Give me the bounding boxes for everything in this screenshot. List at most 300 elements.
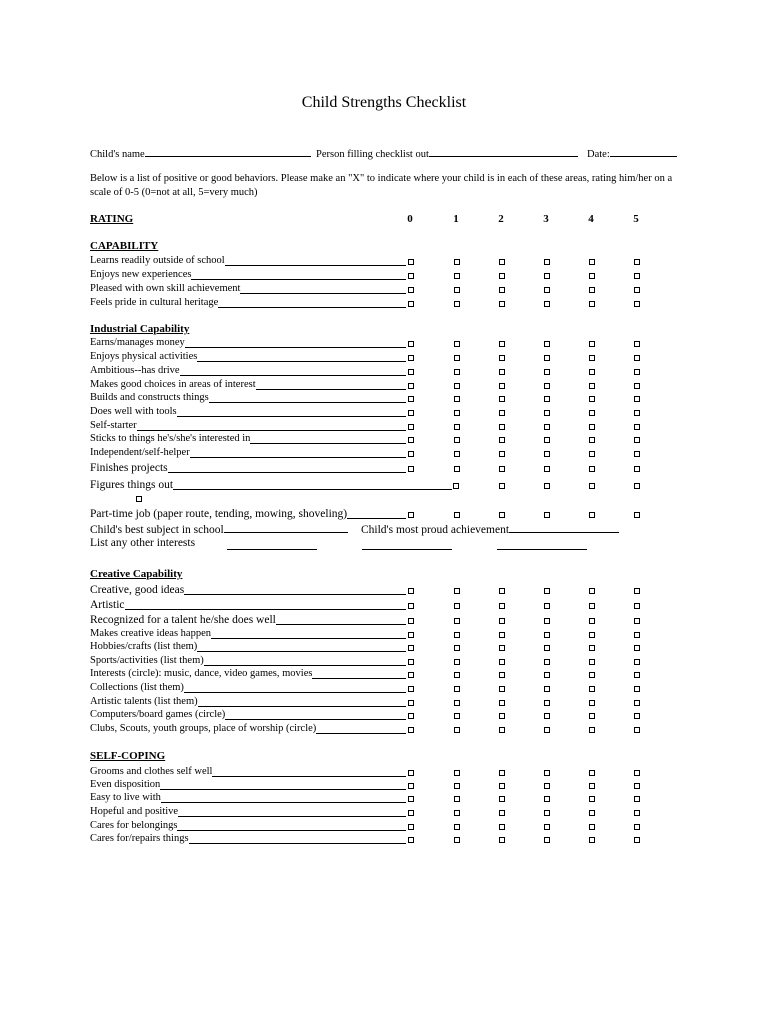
date-blank[interactable]: [610, 146, 677, 157]
rating-checkbox-4[interactable]: [589, 259, 595, 265]
rating-checkbox-5[interactable]: [634, 603, 640, 609]
answer-line: [225, 719, 406, 720]
rating-checkbox-3[interactable]: [544, 466, 550, 472]
rating-checkbox-1[interactable]: [454, 645, 460, 651]
answer-line: [276, 624, 406, 625]
rating-checkbox-2[interactable]: [499, 837, 505, 843]
rating-checkbox-5[interactable]: [634, 796, 640, 802]
rating-checkbox-3[interactable]: [544, 727, 550, 733]
rating-checkbox-4[interactable]: [589, 588, 595, 594]
rating-checkbox-2[interactable]: [499, 686, 505, 692]
rating-scale-3: 3: [543, 213, 549, 225]
rating-checkbox-3[interactable]: [544, 810, 550, 816]
rating-checkbox-4[interactable]: [589, 672, 595, 678]
rating-checkbox-3[interactable]: [544, 301, 550, 307]
rating-checkbox-5[interactable]: [634, 424, 640, 430]
rating-checkbox-0[interactable]: [408, 713, 414, 719]
checklist-item-label: Clubs, Scouts, youth groups, place of worship (circle): [90, 723, 317, 734]
rating-checkbox-4[interactable]: [589, 424, 595, 430]
proud-achievement-blank[interactable]: [509, 522, 619, 533]
checklist-row-industrial-7: [90, 433, 250, 447]
rating-checkbox-5[interactable]: [634, 810, 640, 816]
rating-checkbox-1[interactable]: [454, 424, 460, 430]
rating-checkbox-2[interactable]: [499, 287, 505, 293]
answer-line: [191, 279, 406, 280]
rating-checkbox-1[interactable]: [454, 273, 460, 279]
rating-checkbox-3[interactable]: [544, 783, 550, 789]
checklist-row-creative-4: [90, 641, 197, 655]
checklist-item-label: Builds and constructs things: [90, 392, 209, 403]
rating-checkbox-3[interactable]: [544, 259, 550, 265]
rating-checkbox-5[interactable]: [634, 618, 640, 624]
rating-checkbox-1[interactable]: [454, 341, 460, 347]
checklist-item-label: Part-time job (paper route, tending, mowing, shoveling): [90, 508, 348, 520]
checklist-item-label: Computers/board games (circle): [90, 709, 226, 720]
rating-checkbox-4[interactable]: [589, 824, 595, 830]
answer-line: [197, 651, 406, 652]
rating-checkbox-3[interactable]: [544, 603, 550, 609]
answer-line: [347, 518, 406, 519]
other-interests-label: List any other interests: [90, 537, 196, 549]
rating-checkbox-2[interactable]: [499, 713, 505, 719]
section-title-industrial: Industrial Capability: [90, 323, 190, 335]
rating-checkbox-2[interactable]: [499, 796, 505, 802]
answer-line: [177, 830, 406, 831]
rating-checkbox-5[interactable]: [634, 301, 640, 307]
rating-checkbox-4[interactable]: [589, 301, 595, 307]
rating-checkbox-4[interactable]: [589, 770, 595, 776]
rating-checkbox-4[interactable]: [589, 466, 595, 472]
rating-checkbox-3[interactable]: [544, 287, 550, 293]
rating-checkbox-3[interactable]: [589, 483, 595, 489]
rating-checkbox-1[interactable]: [454, 837, 460, 843]
answer-line: [212, 776, 406, 777]
rating-checkbox-1[interactable]: [454, 632, 460, 638]
rating-checkbox-1[interactable]: [454, 672, 460, 678]
rating-checkbox-4[interactable]: [589, 383, 595, 389]
rating-checkbox-0[interactable]: [408, 451, 414, 457]
rating-checkbox-0[interactable]: [408, 424, 414, 430]
rating-checkbox-5[interactable]: [634, 672, 640, 678]
rating-checkbox-0[interactable]: [408, 783, 414, 789]
rating-checkbox-4[interactable]: [589, 659, 595, 665]
checklist-item-label: Pleased with own skill achievement: [90, 283, 241, 294]
rating-checkbox-0[interactable]: [408, 824, 414, 830]
rating-checkbox-2[interactable]: [499, 259, 505, 265]
section-title-creative: Creative Capability: [90, 568, 183, 580]
checklist-item-label: Self-starter: [90, 420, 137, 431]
rating-checkbox-5[interactable]: [634, 783, 640, 789]
rating-checkbox-5[interactable]: [634, 727, 640, 733]
answer-line: [168, 472, 406, 473]
rating-checkbox-0[interactable]: [408, 437, 414, 443]
rating-checkbox-4[interactable]: [589, 451, 595, 457]
rating-checkbox-3[interactable]: [544, 824, 550, 830]
rating-checkbox-3[interactable]: [544, 512, 550, 518]
rating-checkbox-1[interactable]: [454, 512, 460, 518]
rating-scale-1: 1: [453, 213, 459, 225]
rating-checkbox-4[interactable]: [589, 632, 595, 638]
checklist-row-creative-9: [90, 709, 225, 723]
checklist-row-self_coping-3: [90, 806, 178, 820]
answer-line: [173, 489, 452, 490]
rating-checkbox-5[interactable]: [634, 632, 640, 638]
rating-checkbox-5[interactable]: [634, 355, 640, 361]
rating-checkbox-4[interactable]: [589, 410, 595, 416]
rating-checkbox-2[interactable]: [499, 424, 505, 430]
answer-line: [160, 789, 406, 790]
rating-scale-2: 2: [498, 213, 504, 225]
checklist-item-label: Interests (circle): music, dance, video games, movies: [90, 668, 313, 679]
checklist-item-label: Cares for belongings: [90, 820, 178, 831]
rating-checkbox-5[interactable]: [634, 512, 640, 518]
rating-checkbox-5[interactable]: [634, 437, 640, 443]
rating-checkbox-1[interactable]: [499, 483, 505, 489]
rating-checkbox-5[interactable]: [634, 451, 640, 457]
rating-checkbox-2[interactable]: [499, 783, 505, 789]
rating-checkbox-2[interactable]: [499, 437, 505, 443]
rating-checkbox-0[interactable]: [408, 727, 414, 733]
rating-checkbox-1[interactable]: [454, 396, 460, 402]
rating-checkbox-4[interactable]: [589, 287, 595, 293]
rating-checkbox-4[interactable]: [589, 341, 595, 347]
rating-checkbox-2[interactable]: [499, 603, 505, 609]
checklist-item-label: Ambitious--has drive: [90, 365, 180, 376]
rating-checkbox-5[interactable]: [634, 770, 640, 776]
rating-checkbox-0[interactable]: [408, 259, 414, 265]
rating-checkbox-5[interactable]: [634, 645, 640, 651]
checklist-item-label: Does well with tools: [90, 406, 177, 417]
rating-checkbox-3[interactable]: [544, 770, 550, 776]
rating-checkbox-2[interactable]: [499, 301, 505, 307]
rating-checkbox-0[interactable]: [408, 383, 414, 389]
rating-checkbox-1[interactable]: [454, 383, 460, 389]
answer-line: [198, 706, 406, 707]
rating-checkbox-2[interactable]: [499, 273, 505, 279]
rating-checkbox-5[interactable]: [634, 824, 640, 830]
rating-scale-4: 4: [588, 213, 594, 225]
answer-line: [225, 265, 406, 266]
rating-checkbox-3[interactable]: [544, 451, 550, 457]
rating-checkbox-0[interactable]: [408, 659, 414, 665]
checklist-item-label: Cares for/repairs things: [90, 833, 189, 844]
rating-checkbox-0[interactable]: [408, 287, 414, 293]
rating-checkbox-3[interactable]: [544, 672, 550, 678]
rating-checkbox-5[interactable]: [634, 686, 640, 692]
rating-checkbox-4[interactable]: [589, 645, 595, 651]
rating-checkbox-0[interactable]: [408, 355, 414, 361]
rating-checkbox-4[interactable]: [589, 837, 595, 843]
rating-scale-0: 0: [407, 213, 413, 225]
checklist-row-creative-5: [90, 655, 204, 669]
rating-checkbox-3[interactable]: [544, 437, 550, 443]
rating-checkbox-0[interactable]: [408, 273, 414, 279]
rating-checkbox-0[interactable]: [408, 686, 414, 692]
proud-achievement-field[interactable]: [361, 522, 619, 536]
other-interests-blank-3[interactable]: [497, 539, 587, 550]
answer-line: [316, 733, 406, 734]
checklist-item-label: Recognized for a talent he/she does well: [90, 614, 276, 626]
checklist-row-capability-0: [90, 255, 225, 269]
checklist-item-label: Enjoys physical activities: [90, 351, 198, 362]
checklist-item-label: Enjoys new experiences: [90, 269, 192, 280]
rating-checkbox-4[interactable]: [589, 686, 595, 692]
rating-checkbox-2[interactable]: [499, 770, 505, 776]
rating-checkbox-1[interactable]: [454, 369, 460, 375]
checklist-row-industrial-0: [90, 337, 185, 351]
checklist-item-label: Earns/manages money: [90, 337, 185, 348]
section-title-capability: CAPABILITY: [90, 240, 159, 252]
checklist-row-industrial-8: [90, 447, 190, 461]
rating-checkbox-3[interactable]: [544, 659, 550, 665]
rating-checkbox-2[interactable]: [499, 824, 505, 830]
checklist-item-label: Artistic talents (list them): [90, 696, 198, 707]
rating-checkbox-2[interactable]: [499, 645, 505, 651]
checklist-item-label: Finishes projects: [90, 462, 168, 474]
rating-checkbox-2[interactable]: [499, 810, 505, 816]
rating-checkbox-2[interactable]: [499, 512, 505, 518]
rating-checkbox-4[interactable]: [589, 512, 595, 518]
rating-checkbox-1[interactable]: [454, 686, 460, 692]
answer-line: [197, 361, 406, 362]
rating-checkbox-4[interactable]: [589, 437, 595, 443]
rating-checkbox-3[interactable]: [544, 713, 550, 719]
rating-checkbox-1[interactable]: [454, 824, 460, 830]
rating-checkbox-2[interactable]: [499, 672, 505, 678]
checklist-item-label: Sports/activities (list them): [90, 655, 204, 666]
answer-line: [256, 389, 406, 390]
checklist-item-label: Artistic: [90, 599, 125, 611]
checklist-row-creative-3: [90, 628, 211, 642]
rating-checkbox-2[interactable]: [499, 341, 505, 347]
rating-checkbox-4[interactable]: [589, 369, 595, 375]
checklist-item-label: Grooms and clothes self well: [90, 766, 213, 777]
rating-checkbox-4[interactable]: [634, 483, 640, 489]
rating-checkbox-3[interactable]: [544, 618, 550, 624]
rating-checkbox-0[interactable]: [408, 341, 414, 347]
child-name-label: Child's name: [90, 149, 145, 160]
rating-checkbox-3[interactable]: [544, 369, 550, 375]
rating-checkbox-0[interactable]: [408, 645, 414, 651]
rating-checkbox-0[interactable]: [408, 301, 414, 307]
rating-checkbox-0[interactable]: [408, 603, 414, 609]
rating-checkbox-4[interactable]: [589, 796, 595, 802]
rating-checkbox-3[interactable]: [544, 796, 550, 802]
rating-checkbox-0[interactable]: [408, 369, 414, 375]
rating-checkbox-4[interactable]: [589, 810, 595, 816]
rating-checkbox-2[interactable]: [499, 410, 505, 416]
rating-checkbox-5[interactable]: [634, 659, 640, 665]
rating-checkbox-4[interactable]: [589, 713, 595, 719]
person-filling-blank[interactable]: [429, 146, 578, 157]
rating-checkbox-2[interactable]: [499, 355, 505, 361]
rating-checkbox-1[interactable]: [454, 783, 460, 789]
rating-checkbox-1[interactable]: [454, 770, 460, 776]
checklist-row-self_coping-4: [90, 820, 177, 834]
answer-line: [312, 678, 406, 679]
checklist-row-industrial-1: [90, 351, 197, 365]
rating-checkbox-1[interactable]: [454, 659, 460, 665]
rating-checkbox-1[interactable]: [454, 810, 460, 816]
rating-checkbox-3[interactable]: [544, 632, 550, 638]
rating-checkbox-0[interactable]: [408, 618, 414, 624]
rating-checkbox-4[interactable]: [589, 273, 595, 279]
person-filling-field[interactable]: [316, 146, 578, 160]
checklist-row-industrial-4: [90, 392, 209, 406]
best-subject-field[interactable]: [90, 522, 348, 536]
rating-checkbox-3[interactable]: [544, 341, 550, 347]
rating-checkbox-3[interactable]: [544, 410, 550, 416]
rating-checkbox-1[interactable]: [454, 451, 460, 457]
answer-line: [177, 416, 406, 417]
rating-checkbox-3[interactable]: [544, 686, 550, 692]
rating-checkbox-2[interactable]: [499, 659, 505, 665]
rating-checkbox-5[interactable]: [634, 713, 640, 719]
checklist-item-label: Hopeful and positive: [90, 806, 179, 817]
answer-line: [161, 802, 406, 803]
checklist-row-creative-1: [90, 599, 125, 613]
checklist-item-label: Learns readily outside of school: [90, 255, 225, 266]
rating-checkbox-1[interactable]: [454, 287, 460, 293]
checklist-row-capability-3: [90, 297, 218, 311]
rating-checkbox-1[interactable]: [454, 355, 460, 361]
rating-checkbox-4[interactable]: [589, 727, 595, 733]
rating-checkbox-0[interactable]: [408, 588, 414, 594]
rating-checkbox-3[interactable]: [544, 273, 550, 279]
rating-checkbox-3[interactable]: [544, 588, 550, 594]
rating-checkbox-0[interactable]: [408, 410, 414, 416]
person-filling-label: Person filling checklist out: [316, 149, 429, 160]
rating-checkbox-5[interactable]: [634, 369, 640, 375]
checklist-row-industrial-9: [90, 462, 168, 476]
rating-checkbox-1[interactable]: [454, 713, 460, 719]
rating-checkbox-2[interactable]: [499, 383, 505, 389]
answer-line: [204, 665, 406, 666]
checklist-row-industrial-2: [90, 365, 180, 379]
rating-checkbox-0[interactable]: [408, 512, 414, 518]
checklist-row-creative-7: [90, 682, 184, 696]
rating-checkbox-0[interactable]: [408, 796, 414, 802]
answer-line: [240, 293, 406, 294]
best-subject-blank[interactable]: [224, 522, 348, 533]
checklist-row-creative-10: [90, 723, 316, 737]
rating-checkbox-3[interactable]: [544, 355, 550, 361]
rating-checkbox-5[interactable]: [634, 588, 640, 594]
rating-checkbox-1[interactable]: [454, 796, 460, 802]
checklist-row-industrial-11: [90, 508, 347, 522]
rating-checkbox-3[interactable]: [544, 700, 550, 706]
rating-checkbox-0[interactable]: [408, 466, 414, 472]
answer-line: [184, 594, 406, 595]
rating-checkbox-2[interactable]: [499, 369, 505, 375]
rating-checkbox-2[interactable]: [544, 483, 550, 489]
rating-checkbox-5[interactable]: [634, 259, 640, 265]
stray-checkbox[interactable]: [136, 496, 142, 502]
rating-checkbox-3[interactable]: [544, 645, 550, 651]
rating-checkbox-1[interactable]: [454, 301, 460, 307]
rating-checkbox-2[interactable]: [499, 700, 505, 706]
answer-line: [250, 443, 406, 444]
rating-checkbox-2[interactable]: [499, 466, 505, 472]
checklist-row-industrial-6: [90, 420, 137, 434]
rating-checkbox-4[interactable]: [589, 603, 595, 609]
answer-line: [178, 816, 406, 817]
rating-checkbox-0[interactable]: [408, 770, 414, 776]
rating-checkbox-5[interactable]: [634, 341, 640, 347]
answer-line: [218, 307, 406, 308]
rating-checkbox-0[interactable]: [408, 810, 414, 816]
checklist-item-label: Sticks to things he's/she's interested in: [90, 433, 251, 444]
rating-checkbox-2[interactable]: [499, 618, 505, 624]
child-name-blank[interactable]: [145, 146, 311, 157]
rating-checkbox-1[interactable]: [454, 618, 460, 624]
rating-checkbox-1[interactable]: [454, 727, 460, 733]
checklist-row-self_coping-1: [90, 779, 160, 793]
rating-checkbox-0[interactable]: [408, 632, 414, 638]
rating-checkbox-5[interactable]: [634, 410, 640, 416]
rating-checkbox-5[interactable]: [634, 396, 640, 402]
rating-checkbox-2[interactable]: [499, 588, 505, 594]
checklist-row-creative-8: [90, 696, 198, 710]
rating-checkbox-1[interactable]: [454, 259, 460, 265]
other-interests-blank-2[interactable]: [362, 539, 452, 550]
rating-checkbox-0[interactable]: [408, 672, 414, 678]
rating-checkbox-4[interactable]: [589, 700, 595, 706]
rating-checkbox-5[interactable]: [634, 383, 640, 389]
child-name-field[interactable]: [90, 146, 311, 160]
rating-checkbox-5[interactable]: [634, 273, 640, 279]
rating-checkbox-2[interactable]: [499, 727, 505, 733]
rating-checkbox-1[interactable]: [454, 603, 460, 609]
checklist-item-label: Hobbies/crafts (list them): [90, 641, 198, 652]
rating-checkbox-1[interactable]: [454, 700, 460, 706]
checklist-row-creative-6: [90, 668, 312, 682]
rating-checkbox-5[interactable]: [634, 466, 640, 472]
rating-checkbox-0[interactable]: [408, 700, 414, 706]
checklist-row-industrial-5: [90, 406, 177, 420]
rating-checkbox-1[interactable]: [454, 437, 460, 443]
checklist-row-self_coping-0: [90, 766, 212, 780]
rating-checkbox-4[interactable]: [589, 783, 595, 789]
date-field[interactable]: [587, 146, 677, 160]
rating-checkbox-2[interactable]: [499, 396, 505, 402]
rating-checkbox-1[interactable]: [454, 588, 460, 594]
rating-checkbox-1[interactable]: [454, 410, 460, 416]
rating-checkbox-3[interactable]: [544, 837, 550, 843]
rating-checkbox-2[interactable]: [499, 451, 505, 457]
other-interests-blank-1[interactable]: [227, 539, 317, 550]
rating-checkbox-3[interactable]: [544, 396, 550, 402]
checklist-item-label: Easy to live with: [90, 792, 161, 803]
rating-checkbox-5[interactable]: [634, 700, 640, 706]
rating-checkbox-2[interactable]: [499, 632, 505, 638]
rating-checkbox-3[interactable]: [544, 424, 550, 430]
rating-checkbox-4[interactable]: [589, 618, 595, 624]
rating-checkbox-5[interactable]: [634, 287, 640, 293]
rating-checkbox-4[interactable]: [589, 355, 595, 361]
rating-checkbox-0[interactable]: [408, 396, 414, 402]
section-title-self-coping: SELF-COPING: [90, 750, 166, 762]
rating-checkbox-1[interactable]: [454, 466, 460, 472]
answer-line: [184, 692, 406, 693]
checklist-row-industrial-10: [90, 479, 173, 493]
rating-checkbox-3[interactable]: [544, 383, 550, 389]
rating-checkbox-5[interactable]: [634, 837, 640, 843]
rating-checkbox-0[interactable]: [453, 483, 459, 489]
checklist-item-label: Figures things out: [90, 479, 174, 491]
rating-checkbox-4[interactable]: [589, 396, 595, 402]
rating-checkbox-0[interactable]: [408, 837, 414, 843]
